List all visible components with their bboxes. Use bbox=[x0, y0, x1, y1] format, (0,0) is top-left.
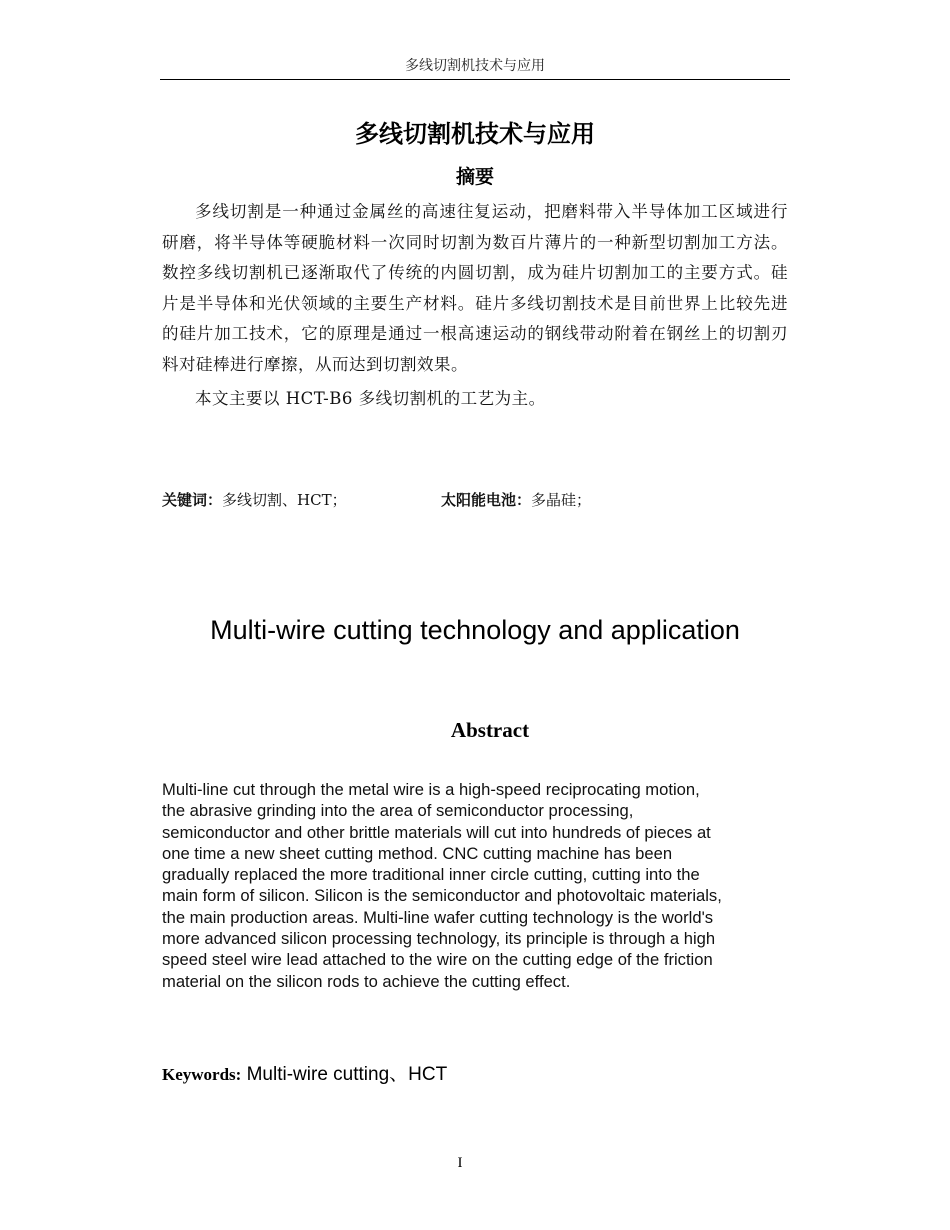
english-keywords-label: Keywords: bbox=[162, 1065, 242, 1084]
abstract-line: speed steel wire lead attached to the wire on the cutting edge of the friction bbox=[162, 950, 713, 970]
english-abstract-heading: Abstract bbox=[450, 718, 530, 742]
keywords-value: 多线切割、HCT； bbox=[222, 491, 347, 509]
abstract-line: more advanced silicon processing technology, its principle is through a high bbox=[162, 929, 716, 949]
abstract-line: the abrasive grinding into the area of semiconductor processing, bbox=[162, 801, 634, 821]
chinese-abstract-paragraph: 多线切割是一种通过金属丝的高速往复运动，把磨料带入半导体加工区域进行研磨，将半导体等硬脆材料一次同时切割为数百片薄片的一种新型切割加工方法。数控多线切割机已逐渐取代了传统的内圆切割，成为硅片切割加工的主要方式。硅片是半导体和光伏领域的主要生产材料。硅片多线切割技术是目前世界上比较先进的硅片加工技术，它的原理是通过一根高速运动的钢线带动附着在钢丝上的切割刃料对硅棒进行摩擦，从而达到切割效果。 bbox=[162, 202, 788, 374]
solar-cell-value: 多晶硅； bbox=[531, 491, 592, 509]
chinese-abstract-paragraph: 本文主要以 HCT-B6 多线切割机的工艺为主。 bbox=[195, 389, 546, 408]
running-header: 多线切割机技术与应用 bbox=[405, 58, 545, 74]
chinese-abstract-heading: 摘要 bbox=[455, 166, 494, 188]
header-rule bbox=[160, 79, 790, 80]
solar-cell-label: 太阳能电池： bbox=[441, 491, 532, 509]
abstract-line: semiconductor and other brittle materials will cut into hundreds of pieces at bbox=[162, 822, 711, 842]
chinese-title: 多线切割机技术与应用 bbox=[355, 120, 595, 148]
abstract-line: gradually replaced the more traditional inner circle cutting, cutting into the bbox=[162, 865, 700, 885]
solar-cell-keywords bbox=[441, 489, 591, 510]
keywords-label: 关键词： bbox=[162, 491, 223, 509]
chinese-keywords bbox=[162, 489, 788, 510]
abstract-line: main form of silicon. Silicon is the semiconductor and photovoltaic materials, bbox=[162, 886, 722, 906]
chinese-abstract bbox=[162, 197, 788, 415]
english-title: Multi-wire cutting technology and application bbox=[210, 615, 740, 645]
abstract-line: Multi-line cut through the metal wire is a high-speed reciprocating motion, bbox=[162, 780, 700, 799]
abstract-line: one time a new sheet cutting method. CNC cutting machine has been bbox=[162, 843, 673, 863]
page-number: I bbox=[457, 1155, 463, 1171]
english-abstract bbox=[162, 779, 792, 992]
abstract-line: the main production areas. Multi-line wafer cutting technology is the world's bbox=[162, 907, 714, 927]
abstract-line: material on the silicon rods to achieve the cutting effect. bbox=[162, 971, 571, 991]
english-keywords bbox=[162, 1059, 447, 1086]
english-keywords-value: Multi-wire cutting、HCT bbox=[241, 1064, 448, 1085]
